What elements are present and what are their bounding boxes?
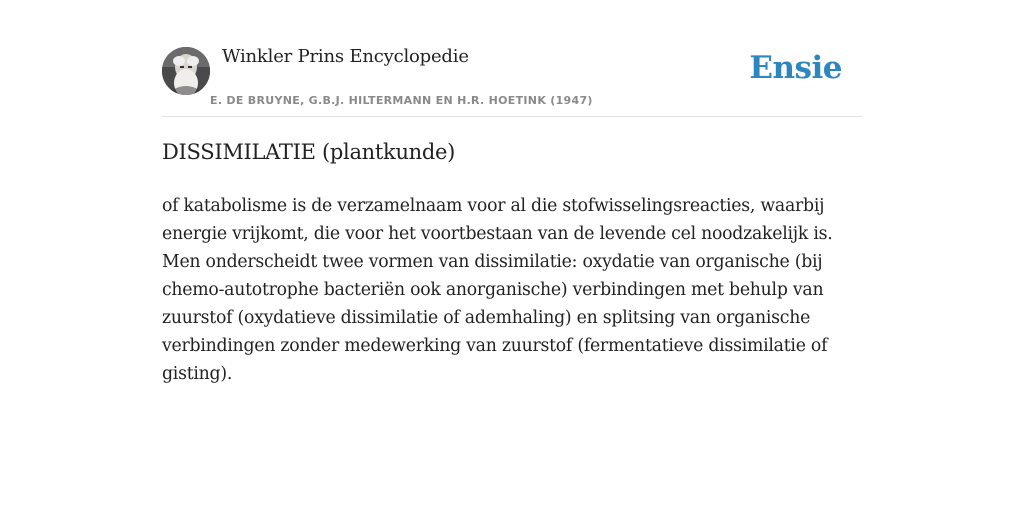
source-header [162, 44, 862, 117]
entry-body: of katabolisme is de verzamelnaam voor al die stofwisselingsreacties, waarbij energie vrijkomt, die voor het voortbestaan van de levende cel noodzakelijk is. Men onderscheidt twee vormen van dissimilatie: oxydatie van organische (bij chemo-autotrophe bacteriën ook anorganische) verbindingen met behulp van zuurstof (oxydatieve dissimilatie of ademhaling) en splitsing van organische verbindingen zonder medewerking van zuurstof (fermentatieve dissimilatie of gisting). [162, 196, 833, 384]
portrait-photo-icon [162, 47, 210, 95]
source-avatar[interactable] [162, 47, 210, 95]
ensie-logo[interactable]: Ensie [749, 50, 842, 86]
source-title[interactable]: Winkler Prins Encyclopedie [222, 46, 469, 67]
entry-title: DISSIMILATIE (plantkunde) [162, 140, 456, 164]
source-authors: E. DE BRUYNE, G.B.J. HILTERMANN EN H.R. HOETINK (1947) [210, 94, 593, 107]
